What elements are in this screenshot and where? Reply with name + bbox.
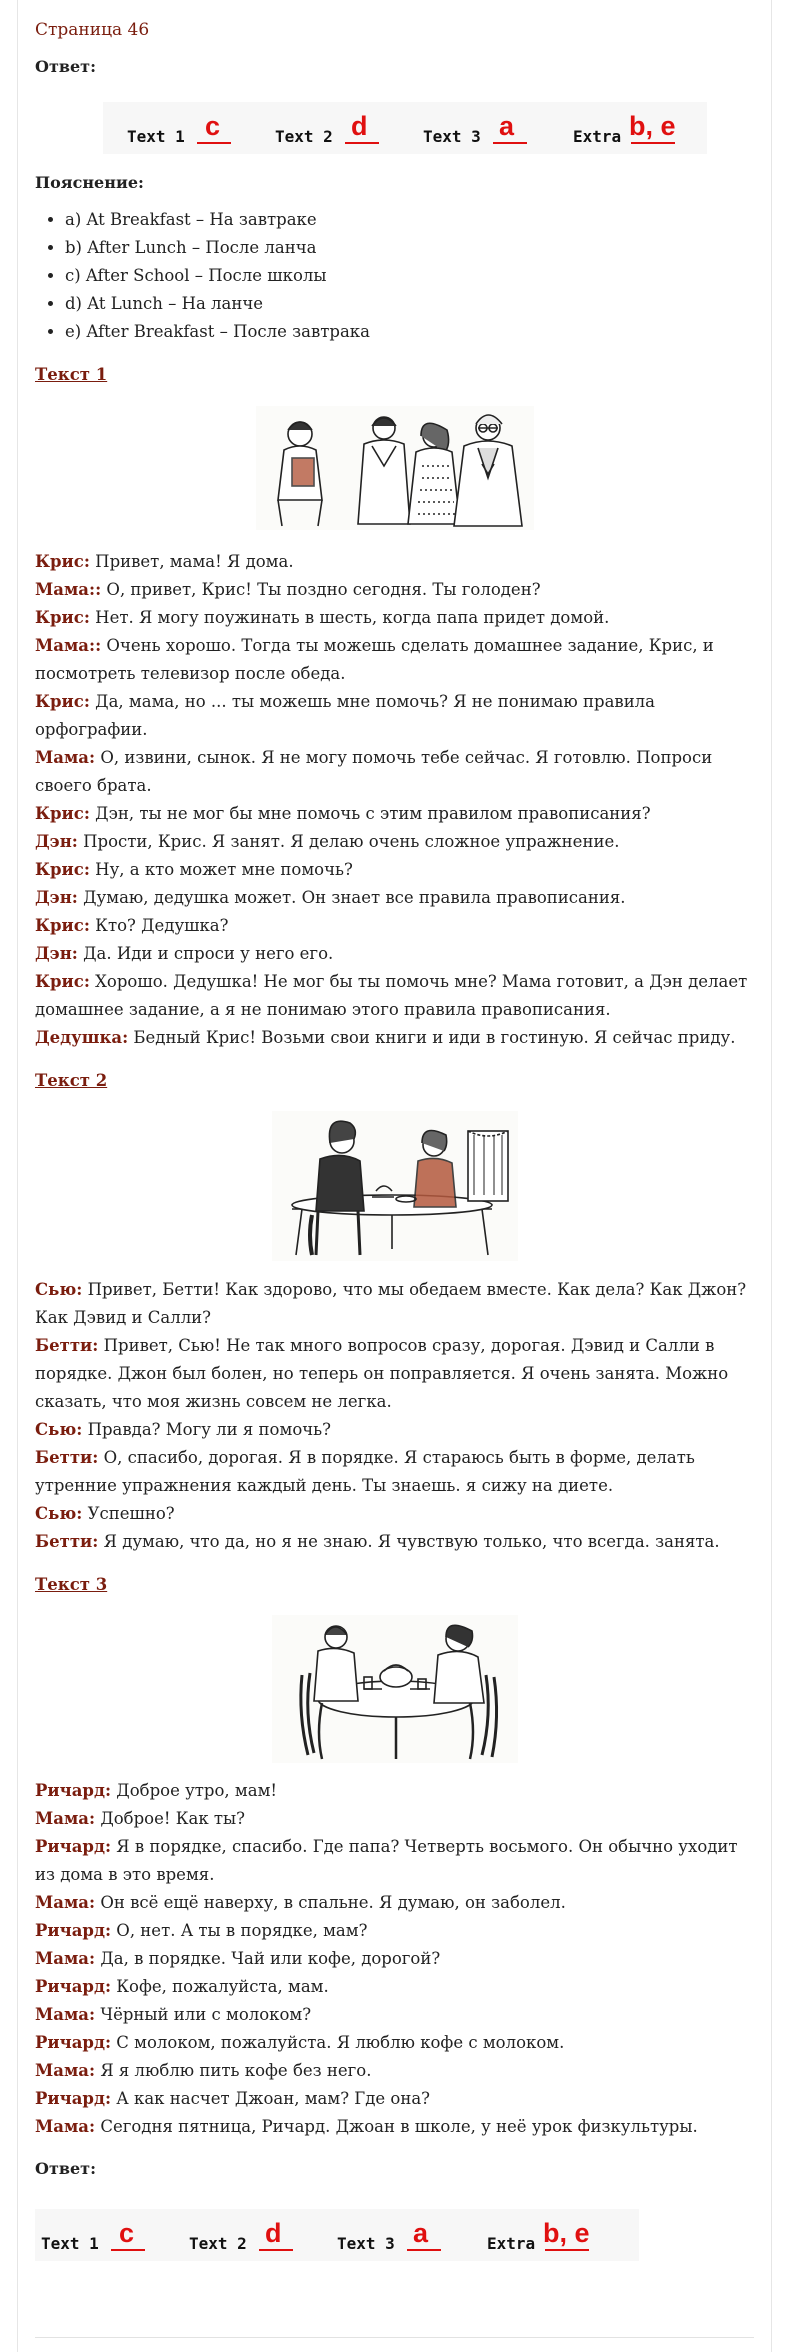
dialog-line	[35, 1416, 754, 1444]
dialog-line	[35, 744, 754, 800]
speaker-name: Крис:	[35, 608, 90, 627]
dialog-line	[35, 1024, 754, 1052]
dialog-line	[35, 912, 754, 940]
text-3-illustration	[272, 1615, 518, 1763]
line-text: Ну, а кто может мне помочь?	[89, 860, 353, 879]
speaker-name: Мама:	[35, 1949, 96, 1968]
line-text: Привет, мама! Я дома.	[89, 552, 294, 571]
dialog-line	[35, 1833, 754, 1889]
dialog-line	[35, 1889, 754, 1917]
speaker-name: Сью:	[35, 1420, 83, 1439]
dialog-line	[35, 548, 754, 576]
line-text: С молоком, пожалуйста. Я люблю кофе с молоком.	[111, 2033, 565, 2052]
text-3-heading[interactable]: Текст 3	[35, 1575, 108, 1594]
list-item: • a) At Breakfast – На завтраке	[65, 206, 754, 234]
answer-extra-label: Extra	[487, 2234, 536, 2253]
list-item: • c) After School – После школы	[65, 262, 754, 290]
answer-text-1-value: c	[205, 111, 221, 141]
line-text: Да, мама, но ... ты можешь мне помочь? Я не понимаю правила орфографии.	[35, 692, 656, 739]
dialog-line	[35, 2029, 754, 2057]
speaker-name: Ричард:	[35, 1921, 112, 1940]
answer-label-top: Ответ:	[35, 57, 96, 76]
answer-text-2-value: d	[351, 111, 368, 141]
dialog-line	[35, 632, 754, 688]
line-text: Кофе, пожалуйста, мам.	[111, 1977, 329, 1996]
page-header: Страница 46	[35, 20, 150, 40]
line-text: Доброе! Как ты?	[95, 1809, 246, 1828]
dialog-line	[35, 1917, 754, 1945]
dialog-line	[35, 1777, 754, 1805]
text-2-dialog	[35, 1276, 754, 1556]
speaker-name: Мама:	[35, 2005, 96, 2024]
speaker-name: Ричард:	[35, 1781, 112, 1800]
dialog-line	[35, 884, 754, 912]
page	[17, 0, 772, 2352]
speaker-name: Бетти:	[35, 1532, 99, 1551]
line-text: Я в порядке, спасибо. Где папа? Четверть восьмого. Он обычно уходит из дома в это время.	[35, 1837, 738, 1884]
speaker-name: Мама::	[35, 636, 102, 655]
speaker-name: Мама:	[35, 1893, 96, 1912]
dialog-line	[35, 940, 754, 968]
text-1-heading[interactable]: Текст 1	[35, 365, 108, 384]
dialog-line	[35, 1528, 754, 1556]
speaker-name: Дэн:	[35, 888, 78, 907]
answer-image-top	[35, 102, 754, 154]
line-text: Бедный Крис! Возьми свои книги и иди в гостиную. Я сейчас приду.	[128, 1028, 736, 1047]
speaker-name: Ричард:	[35, 2033, 112, 2052]
line-text: Да, в порядке. Чай или кофе, дорогой?	[95, 1949, 441, 1968]
answer-text-3-value: a	[499, 111, 515, 141]
answer-text-1-label: Text 1	[41, 2234, 99, 2253]
dialog-line	[35, 1805, 754, 1833]
list-item: • b) After Lunch – После ланча	[65, 234, 754, 262]
dialog-line	[35, 688, 754, 744]
dialog-line	[35, 576, 754, 604]
answer-image-bottom	[35, 2209, 754, 2261]
line-text: Дэн, ты не мог бы мне помочь с этим правилом правописания?	[89, 804, 651, 823]
line-text: Я я люблю пить кофе без него.	[95, 2061, 372, 2080]
speaker-name: Ричард:	[35, 2089, 112, 2108]
dialog-line	[35, 856, 754, 884]
line-text: Привет, Бетти! Как здорово, что мы обедаем вместе. Как дела? Как Джон? Как Дэвид и Салли?	[35, 1280, 747, 1327]
text-1-illustration	[256, 406, 534, 530]
dialog-line	[35, 968, 754, 1024]
text-3-dialog	[35, 1777, 754, 2141]
line-text: Чёрный или с молоком?	[95, 2005, 312, 2024]
line-text: Правда? Могу ли я помочь?	[82, 1420, 331, 1439]
line-text: О, привет, Крис! Ты поздно сегодня. Ты голоден?	[101, 580, 541, 599]
line-text: Успешно?	[82, 1504, 175, 1523]
speaker-name: Дэн:	[35, 944, 78, 963]
line-text: Хорошо. Дедушка! Не мог бы ты помочь мне? Мама готовит, а Дэн делает домашнее задание, а я не понимаю этого правила правописания.	[35, 972, 748, 1019]
dialog-line	[35, 604, 754, 632]
dialog-line	[35, 1444, 754, 1500]
answer-text-3-label: Text 3	[423, 127, 481, 146]
text-2-heading[interactable]: Текст 2	[35, 1071, 108, 1090]
line-text: Да. Иди и спроси у него его.	[77, 944, 334, 963]
line-text: Доброе утро, мам!	[111, 1781, 278, 1800]
line-text: Прости, Крис. Я занят. Я делаю очень сложное упражнение.	[77, 832, 620, 851]
dialog-line	[35, 1973, 754, 2001]
article-content	[18, 0, 771, 2261]
line-text: Очень хорошо. Тогда ты можешь сделать домашнее задание, Крис, и посмотреть телевизор после обеда.	[35, 636, 714, 683]
speaker-name: Крис:	[35, 860, 90, 879]
speaker-name: Бетти:	[35, 1336, 99, 1355]
line-text: О, извини, сынок. Я не могу помочь тебе сейчас. Я готовлю. Попроси своего брата.	[35, 748, 713, 795]
answer-text-2-label: Text 2	[275, 127, 333, 146]
line-text: Привет, Сью! Не так много вопросов сразу, дорогая. Дэвид и Салли в порядке. Джон был болен, но теперь он поправляется. Я очень занята. Можно сказать, что моя жизнь совсем не легка.	[35, 1336, 729, 1411]
speaker-name: Сью:	[35, 1280, 83, 1299]
answer-label-bottom: Ответ:	[35, 2159, 96, 2178]
divider	[35, 2337, 754, 2338]
list-item: • e) After Breakfast – После завтрака	[65, 318, 754, 346]
line-text: Кто? Дедушка?	[89, 916, 229, 935]
answer-text-1-value: c	[119, 2218, 135, 2248]
speaker-name: Крис:	[35, 972, 90, 991]
speaker-name: Сью:	[35, 1504, 83, 1523]
answer-extra-label: Extra	[573, 127, 622, 146]
line-text: О, спасибо, дорогая. Я в порядке. Я стараюсь быть в форме, делать утренние упражнения каждый день. Ты знаешь. я сижу на диете.	[35, 1448, 695, 1495]
speaker-name: Мама::	[35, 580, 102, 599]
speaker-name: Мама:	[35, 1809, 96, 1828]
dialog-line	[35, 1945, 754, 1973]
dialog-line	[35, 1500, 754, 1528]
dialog-line	[35, 1332, 754, 1416]
dialog-line	[35, 2085, 754, 2113]
explanation-label: Пояснение:	[35, 173, 144, 192]
speaker-name: Крис:	[35, 916, 90, 935]
answer-extra-value: b, e	[629, 111, 676, 141]
speaker-name: Ричард:	[35, 1837, 112, 1856]
speaker-name: Дедушка:	[35, 1028, 129, 1047]
speaker-name: Дэн:	[35, 832, 78, 851]
speaker-name: Мама:	[35, 748, 96, 767]
line-text: А как насчет Джоан, мам? Где она?	[111, 2089, 431, 2108]
speaker-name: Мама:	[35, 2061, 96, 2080]
line-text: Думаю, дедушка может. Он знает все правила правописания.	[77, 888, 626, 907]
dialog-line	[35, 1276, 754, 1332]
answer-text-1-label: Text 1	[127, 127, 185, 146]
dialog-line	[35, 2113, 754, 2141]
answer-extra-value: b, e	[543, 2218, 590, 2248]
text-1-dialog	[35, 548, 754, 1052]
answer-text-2-value: d	[265, 2218, 282, 2248]
speaker-name: Ричард:	[35, 1977, 112, 1996]
dialog-line	[35, 828, 754, 856]
dialog-line	[35, 2057, 754, 2085]
speaker-name: Мама:	[35, 2117, 96, 2136]
answer-text-3-label: Text 3	[337, 2234, 395, 2253]
answer-text-3-value: a	[413, 2218, 429, 2248]
dialog-line	[35, 800, 754, 828]
dialog-line	[35, 2001, 754, 2029]
line-text: Я думаю, что да, но я не знаю. Я чувствую только, что всегда. занята.	[98, 1532, 720, 1551]
list-item: • d) At Lunch – На ланче	[65, 290, 754, 318]
speaker-name: Крис:	[35, 692, 90, 711]
line-text: Он всё ещё наверху, в спальне. Я думаю, он заболел.	[95, 1893, 566, 1912]
answer-text-2-label: Text 2	[189, 2234, 247, 2253]
explanation-list	[35, 206, 754, 346]
line-text: Нет. Я могу поужинать в шесть, когда папа придет домой.	[89, 608, 610, 627]
speaker-name: Крис:	[35, 552, 90, 571]
line-text: Сегодня пятница, Ричард. Джоан в школе, у неё урок физкультуры.	[95, 2117, 698, 2136]
speaker-name: Крис:	[35, 804, 90, 823]
text-2-illustration	[272, 1111, 518, 1261]
speaker-name: Бетти:	[35, 1448, 99, 1467]
line-text: О, нет. А ты в порядке, мам?	[111, 1921, 368, 1940]
